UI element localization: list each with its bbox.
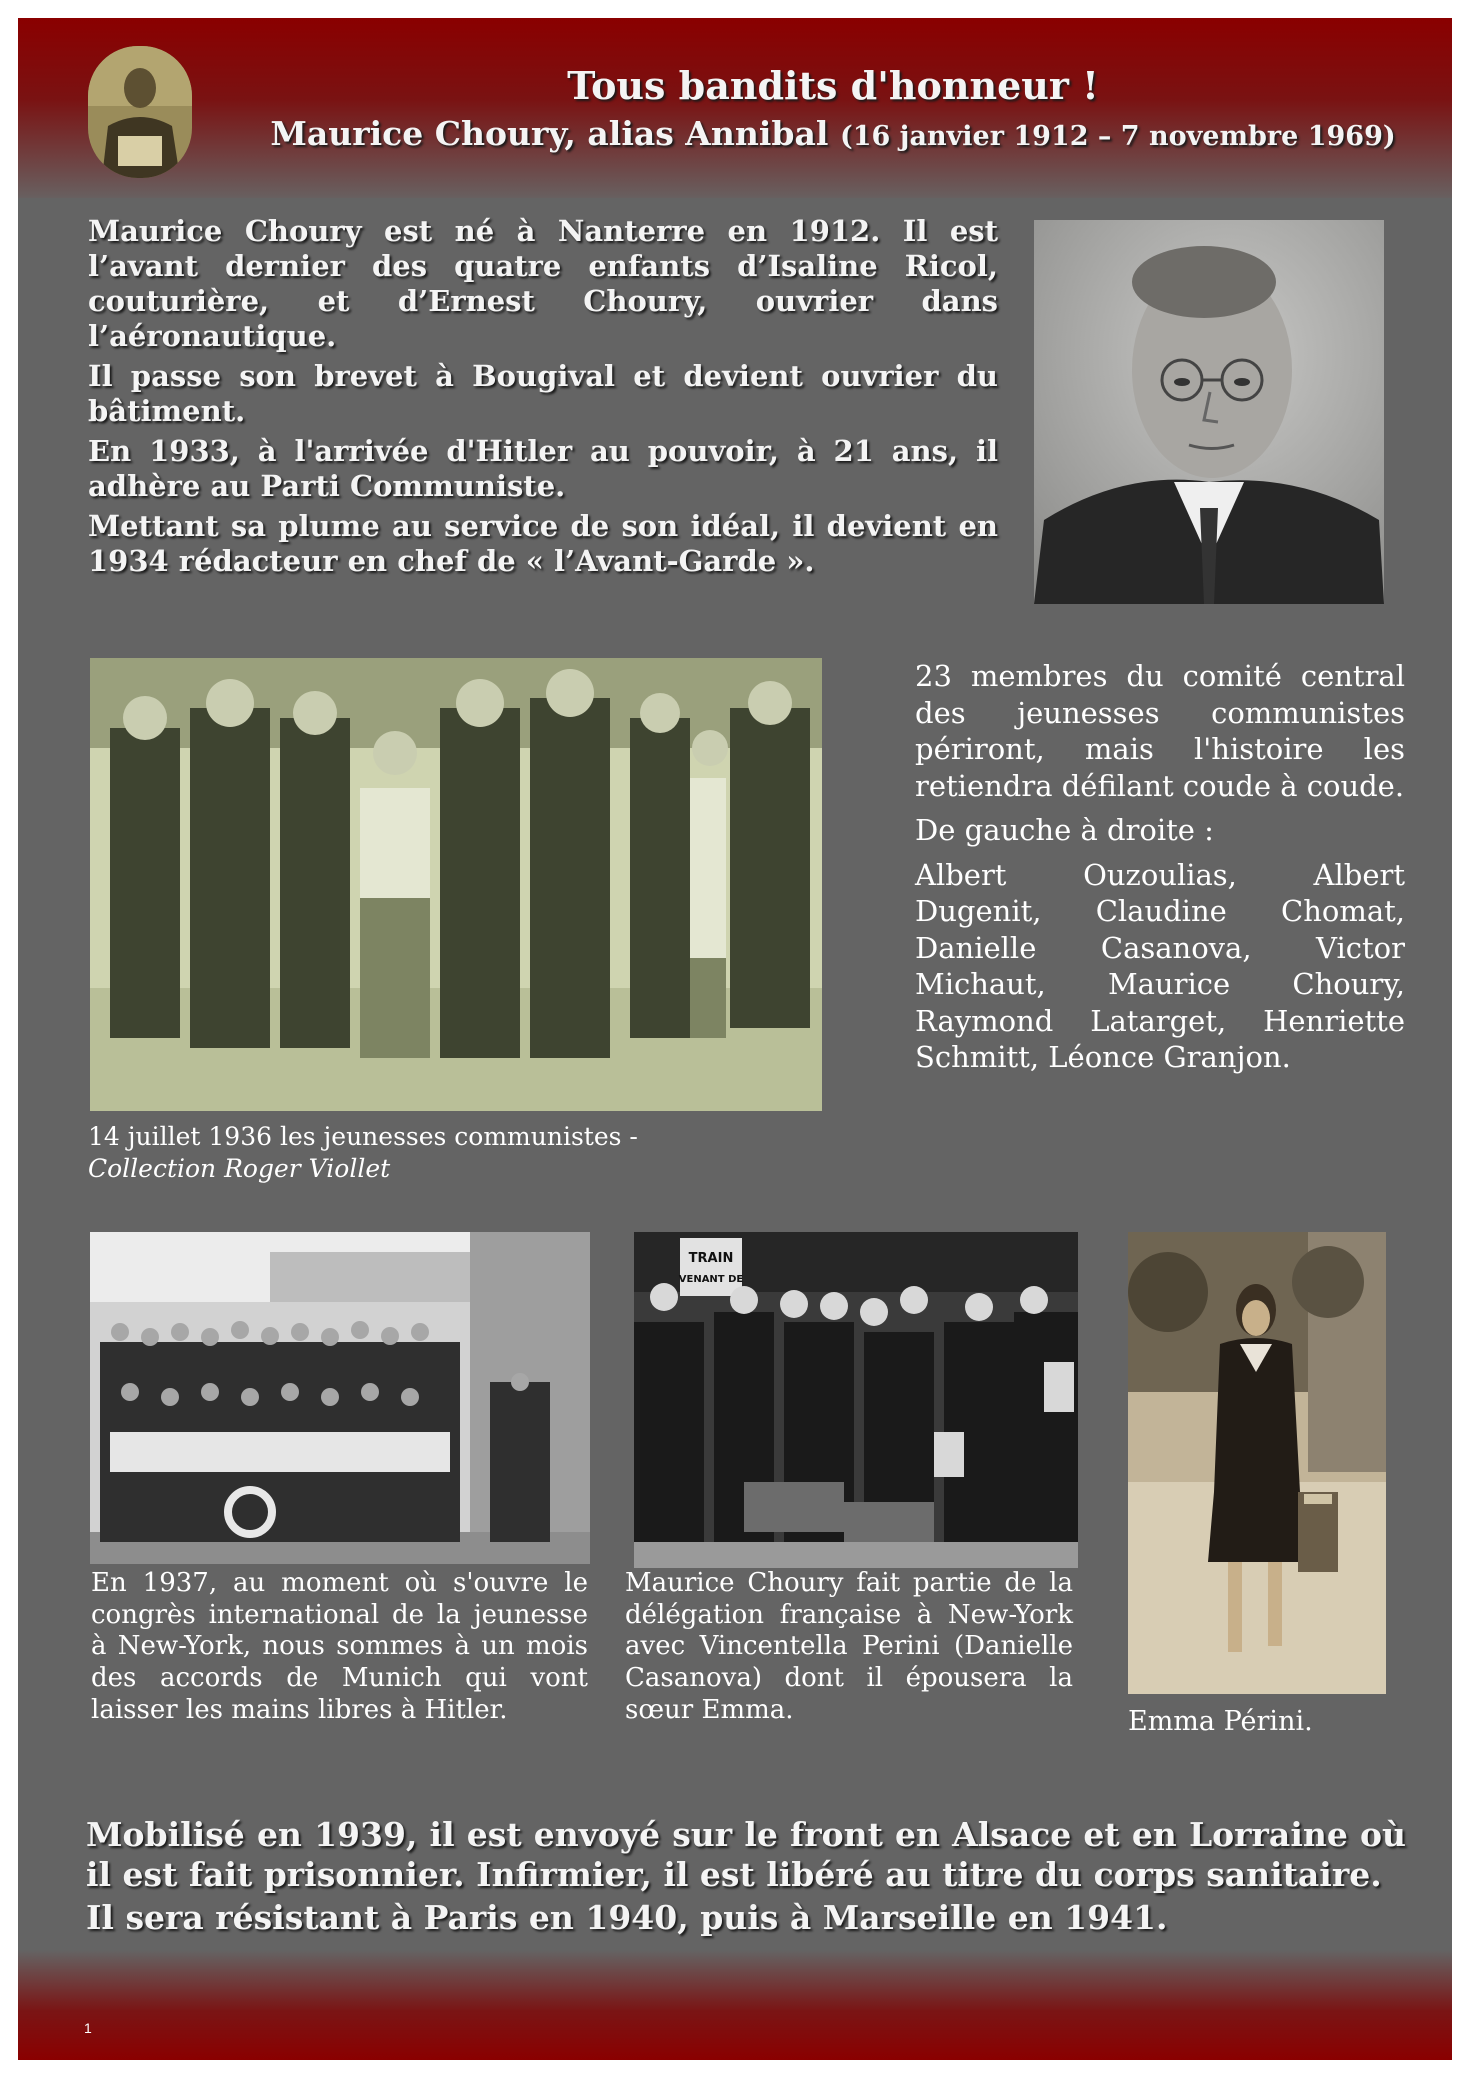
train-sign-line2: VENANT DE	[678, 1274, 744, 1285]
choury-portrait-photo	[1034, 220, 1384, 604]
station-caption: Maurice Choury fait partie de la délégation française à New-York avec Vincentella Perini (Danielle Casanova) dont il épousera la sœur Emma.	[625, 1568, 1073, 1725]
page-subtitle	[218, 114, 1448, 157]
side-text	[915, 658, 1405, 1084]
intro-paragraph: En 1933, à l'arrivée d'Hitler au pouvoir, à 21 ans, il adhère au Parti Communiste.	[88, 434, 998, 503]
march-photo	[90, 658, 822, 1111]
subtitle-name: Maurice Choury, alias Annibal	[270, 114, 829, 153]
march-caption	[88, 1121, 818, 1185]
ship-group-photo	[90, 1232, 590, 1564]
poster-page	[18, 18, 1452, 2060]
bottom-paragraph: Il sera résistant à Paris en 1940, puis à Marseille en 1941.	[86, 1898, 1168, 1937]
bottom-text	[86, 1815, 1406, 1941]
emma-perini-photo	[1128, 1232, 1386, 1694]
side-paragraph: De gauche à droite :	[915, 813, 1214, 847]
station-delegation-photo	[634, 1232, 1078, 1568]
footer-band	[18, 1950, 1452, 2060]
intro-text	[88, 214, 998, 584]
bottom-paragraph: Mobilisé en 1939, il est envoyé sur le front en Alsace et en Lorraine où il est fait prisonnier. Infirmier, il est libéré au titre du corps sanitaire.	[86, 1815, 1406, 1894]
side-paragraph: 23 membres du comité central des jeunesses communistes périront, mais l'histoire les retiendra défilant coude à coude.	[915, 659, 1405, 803]
subtitle-dates: (16 janvier 1912 – 7 novembre 1969)	[839, 121, 1396, 152]
train-sign-line1: TRAIN	[688, 1251, 734, 1266]
intro-paragraph: Il passe son brevet à Bougival et devient ouvrier du bâtiment.	[88, 359, 998, 428]
header-portrait-photo	[88, 46, 192, 178]
page-number: 1	[84, 2020, 92, 2036]
ship-caption: En 1937, au moment où s'ouvre le congrès international de la jeunesse à New-York, nous sommes à un mois des accords de Munich qui vont laisser les mains libres à Hitler.	[91, 1568, 588, 1725]
page-title: Tous bandits d'honneur !	[567, 63, 1099, 108]
intro-paragraph: Maurice Choury est né à Nanterre en 1912. Il est l’avant dernier des quatre enfants d’Isaline Ricol, couturière, et d’Ernest Choury, ouvrier dans l’aéronautique.	[88, 214, 998, 353]
march-credit: Collection Roger Viollet	[88, 1154, 391, 1183]
side-paragraph: Albert Ouzoulias, Albert Dugenit, Claudine Chomat, Danielle Casanova, Victor Michaut, Maurice Choury, Raymond Latarget, Henriette Schmitt, Léonce Granjon.	[915, 857, 1405, 1074]
intro-paragraph: Mettant sa plume au service de son idéal, il devient en 1934 rédacteur en chef de « l’Avant-Garde ».	[88, 509, 998, 578]
emma-caption: Emma Périni.	[1128, 1706, 1313, 1737]
header-band	[18, 18, 1452, 198]
march-caption-text: 14 juillet 1936 les jeunesses communistes -	[88, 1122, 638, 1151]
